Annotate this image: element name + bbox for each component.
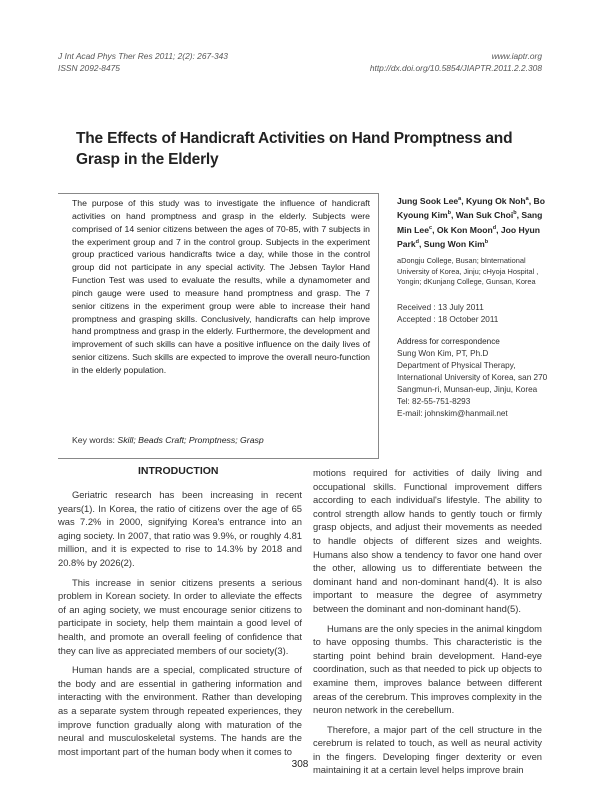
correspondence-block: [397, 336, 557, 420]
author-name: Joo Hyun Park: [397, 224, 541, 250]
body-column-right: [313, 466, 542, 783]
body-paragraph: Humans are the only species in the animal kingdom to have opposing thumbs. This characteristic is the starting point behind brain development. Hand-eye coordination, such as that needed to pick up objects to examine them, improves balance between different areas of the cerebrum. This improves complexity in the neuron network in the cerebellum.: [313, 622, 542, 716]
correspondence-tel: Tel: 82-55-751-8293: [397, 397, 471, 407]
author-affiliation-mark: d: [415, 239, 420, 246]
author-affiliation-mark: a: [525, 196, 529, 202]
accepted-date: Accepted : 18 October 2011: [397, 315, 499, 325]
author-sidebar: [397, 193, 557, 420]
correspondence-email[interactable]: E-mail: johnskim@hanmail.net: [397, 409, 508, 419]
author-name: Bo Kyoung Kim: [397, 195, 545, 221]
keywords-label: Key words:: [72, 435, 115, 445]
abstract-text: The purpose of this study was to investigate the influence of handicraft activities on hand promptness and grasp in the elderly. Subjects were comprised of 14 senior citizens between the ages of 70-85, with 7 subjects in the experiment group and 7 in the control group. Subjects in the experiment group practiced various handicrafts twice a day, while those in the control group did not participate in any special activity. The Jebsen Taylor Hand Function Test was used to evaluate the results, while a dynamometer and pinch gauge were used to measure hand promptness and grasp. The 7 senior citizens in the experiment group were able to increase their hand promptness and grasping skills. Conclusively, handicrafts can help improve hand promptness and grasp in the elderly. Furthermore, the development and improvement of such skills can have a positive influence on the daily lives of senior citizens. Such skills are expected to improve the overall neuro-function in the elderly population.: [72, 198, 370, 375]
author-affiliation-mark: b: [484, 239, 489, 246]
section-title-introduction: INTRODUCTION: [138, 465, 219, 477]
received-date: Received : 13 July 2011: [397, 303, 484, 313]
author-affiliation-mark: c: [429, 224, 433, 231]
author-separator: ,: [496, 224, 501, 235]
keywords-value: Skill; Beads Craft; Promptness; Grasp: [117, 435, 264, 445]
doi-link[interactable]: http://dx.doi.org/10.5854/JIAPTR.2011.2.2.308: [369, 63, 542, 73]
author-separator: ,: [516, 210, 522, 221]
body-paragraph: motions required for activities of daily living and occupational skills. Functional improvement differs according to each individual's lifestyle. The ability to control strength allow hands to gently touch or firmly grasp objects, and adjust their movements as needed to handle objects of different sizes and weights. Humans also show a tendency to favor one hand over the other, allowing us to differentiate between the dominant hand and non-dominant hand(4). It is also important to measure the degree of asymmetry between the dominant and non-dominant hand(5).: [313, 467, 542, 614]
author-name: Kyung Ok Noh: [465, 195, 526, 206]
author-name: Wan Suk Choi: [455, 210, 514, 221]
body-paragraph: Therefore, a major part of the cell structure in the cerebrum is related to touch, as well as neural activity in the fingers. Developing finger dexterity or even maintaining it at a certain level helps improve brain: [313, 723, 542, 776]
author-separator: ,: [461, 195, 466, 206]
journal-citation: J Int Acad Phys Ther Res 2011; 2(2): 267-343: [58, 51, 228, 61]
body-paragraph: Geriatric research has been increasing in recent years(1). In Korea, the ratio of citizens over the age of 65 was 7.2% in 2000, signifying Korea's entrance into an aging society. In 2007, that ratio was 9.9%, or roughly 4.81 million, and it is expected to rise to 14.3% by 2018 and 20.8% by 2026(2).: [58, 489, 302, 568]
correspondence-name: Sung Won Kim, PT, Ph.D: [397, 349, 489, 359]
author-separator: ,: [450, 210, 456, 221]
journal-website-link[interactable]: www.iaptr.org: [491, 51, 542, 61]
author-separator: ,: [432, 224, 437, 235]
journal-header-right: [370, 50, 542, 74]
author-affiliation-mark: d: [492, 224, 497, 231]
journal-issn: ISSN 2092-8475: [58, 63, 120, 73]
author-affiliation-mark: b: [513, 210, 517, 217]
body-paragraph: This increase in senior citizens presents a serious problem in Korean society. In order to alleviate the effects of an aging society, we must encourage senior citizens to participate in society, help them maintain a good level of health, and promote an overall feeling of confidence that they can live as appreciated members of our society(3).: [58, 576, 302, 656]
manuscript-dates: [397, 302, 557, 326]
author-name: Jung Sook Lee: [397, 195, 459, 206]
page-number: 308: [291, 759, 309, 770]
author-separator: ,: [419, 239, 424, 250]
affiliations: aDongju College, Busan; bInternational University of Korea, Jinju; cHyoja Hospital , Yongin; dKunjang College, Gunsan, Korea: [397, 255, 539, 287]
body-paragraph: Human hands are a special, complicated structure of the body and are essential in gathering information and interacting with the environment. Rather than developing as a separate system through repeated experiences, they improve function gradually along with maturation of the neural and musculoskeletal systems. The hands are the most important part of the human body when it comes to: [58, 664, 302, 757]
author-name: Sang Min Lee: [397, 210, 543, 235]
author-separator: ,: [528, 195, 534, 206]
author-name: Ok Kon Moon: [436, 224, 493, 235]
author-affiliation-mark: b: [447, 210, 451, 217]
author-name: Sung Won Kim: [423, 239, 485, 250]
correspondence-title: Address for correspondence: [397, 337, 500, 347]
keywords: [72, 434, 372, 446]
journal-header-left: [58, 50, 228, 74]
paper-title: The Effects of Handicraft Activities on Hand Promptness and Grasp in the Elderly: [76, 130, 513, 169]
author-list: [397, 193, 557, 251]
author-affiliation-mark: a: [458, 196, 462, 202]
correspondence-address: Department of Physical Therapy, International University of Korea, san 270 Sangmun-ri, Munsan-eup, Jinju, Korea: [397, 361, 548, 395]
body-column-left: [58, 488, 302, 764]
